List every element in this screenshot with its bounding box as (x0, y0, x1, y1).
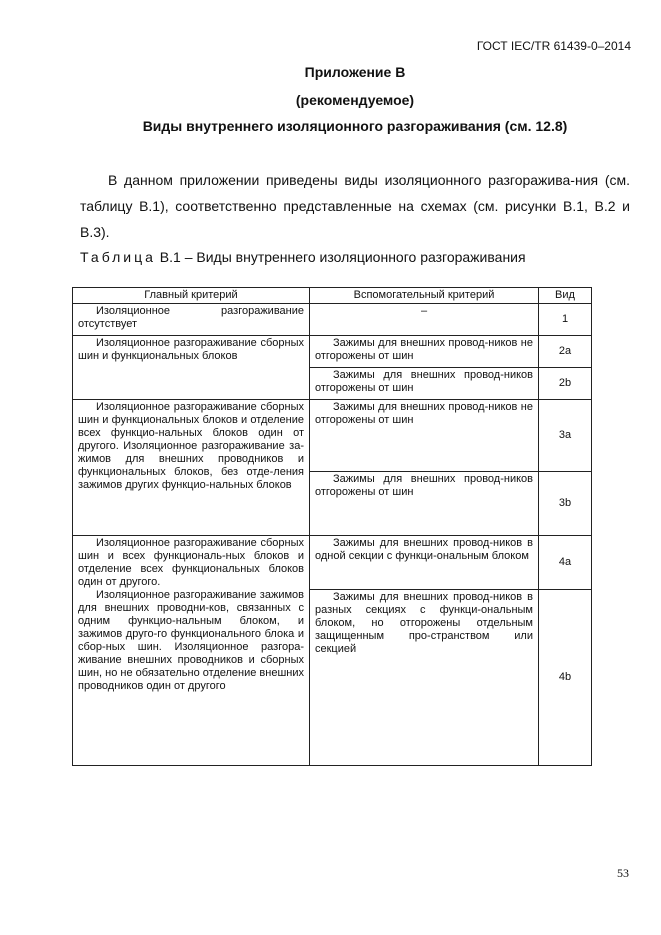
form-cell: 4b (539, 590, 592, 766)
main-criterion-cell: Изоляционное разгораживание сборных шин и функциональных блоков и отделение всех функцио-нальных блоков один от другого. Изоляционное разгораживание за-жимов для внешних проводников и функциональных блоков, без отде-ления зажимов других функцио-нальных блоков (73, 400, 310, 536)
main-criterion-cell: Изоляционное разгораживание отсутствует (73, 304, 310, 336)
header-aux-criterion: Вспомогательный критерий (310, 288, 539, 304)
table-row (73, 536, 592, 590)
aux-criterion-cell: Зажимы для внешних провод-ников не отгорожены от шин (310, 336, 539, 368)
aux-criterion-cell: Зажимы для внешних провод-ников отгорожены от шин (310, 472, 539, 536)
form-cell: 2a (539, 336, 592, 368)
appendix-title: Приложение В (304, 64, 406, 80)
aux-criterion-cell: Зажимы для внешних провод-ников в разных секциях с функци-ональным блоком, но отгорожены отдельным защищенным про-странством или секцией (310, 590, 539, 766)
form-cell: 1 (539, 304, 592, 336)
form-cell: 2b (539, 368, 592, 400)
table-caption (80, 249, 526, 265)
table-row (73, 336, 592, 368)
form-cell: 3a (539, 400, 592, 472)
table-caption-label: Таблица (80, 249, 156, 265)
main-criterion-cell: Изоляционное разгораживание сборных шин и функциональных блоков (73, 336, 310, 400)
table-header-row (73, 288, 592, 304)
page-number: 53 (617, 866, 629, 880)
main-criterion-part-2: Изоляционное разгораживание зажимов для внешних проводни-ков, связанных с одним функцио-нальным блоком, и зажимов друго-го функционального блока и сбор-ных шин. Изоляционное разгора-живание внешних проводников и сборных шин, но не обязательно отделение внешних проводников один от другого (78, 589, 304, 692)
aux-criterion-cell: Зажимы для внешних провод-ников в одной секции с функци-ональным блоком (310, 536, 539, 590)
table-caption-number: В.1 (159, 249, 181, 265)
separation-forms-table (72, 287, 592, 766)
main-criterion-part-1: Изоляционное разгораживание сборных шин и всех функциональ-ных блоков и отделение всех функциональных блоков один от другого. (78, 537, 304, 588)
header-main-criterion: Главный критерий (73, 288, 310, 304)
intro-paragraph: В данном приложении приведены виды изоляционного разгоражива-ния (см. таблицу В.1), соответственно представленные на схемах (см. рисунки В.1, В.2 и В.3). (80, 172, 630, 240)
aux-criterion-cell: Зажимы для внешних провод-ников не отгорожены от шин (310, 400, 539, 472)
table-row (73, 400, 592, 472)
table-caption-text: – Виды внутреннего изоляционного разгораживания (184, 249, 526, 265)
appendix-status: (рекомендуемое) (295, 92, 415, 108)
table-row (73, 304, 592, 336)
main-criterion-cell (73, 536, 310, 766)
header-form: Вид (539, 288, 592, 304)
aux-criterion-cell: Зажимы для внешних провод-ников отгорожены от шин (310, 368, 539, 400)
appendix-subject: Виды внутреннего изоляционного разгораживания (см. 12.8) (142, 118, 568, 134)
standard-number: ГОСТ IEC/TR 61439-0–2014 (476, 39, 631, 53)
aux-criterion-cell: – (310, 304, 539, 336)
form-cell: 3b (539, 472, 592, 536)
form-cell: 4a (539, 536, 592, 590)
